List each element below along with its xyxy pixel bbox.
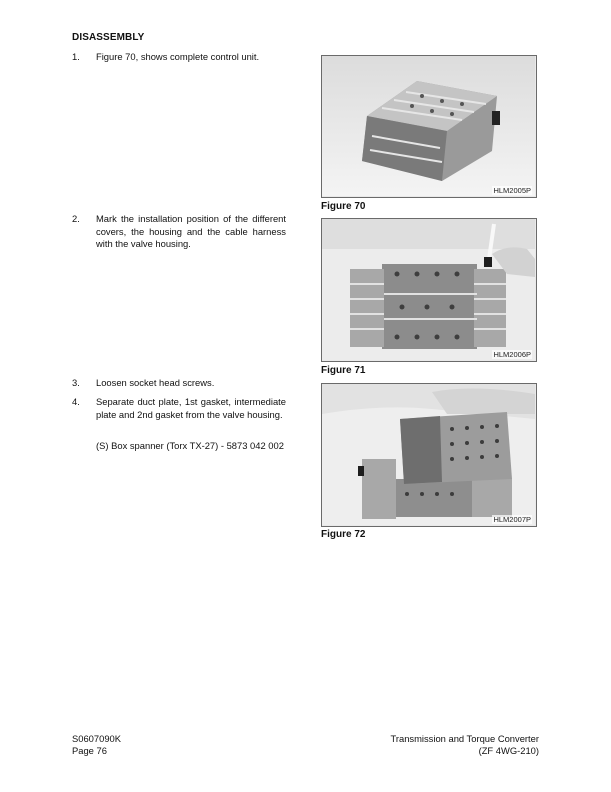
step-1: [72, 51, 286, 64]
step-text: Figure 70, shows complete control unit.: [96, 51, 260, 62]
figure-caption: Figure 72: [321, 529, 366, 540]
control-unit-photo-icon: [322, 56, 535, 196]
footer-right: [390, 733, 539, 757]
section-heading: DISASSEMBLY: [72, 32, 145, 43]
special-tool-note: [96, 440, 286, 453]
step-text: Separate duct plate, 1st gasket, intermediate plate and 2nd gasket from the valve housing.: [96, 396, 286, 420]
step-number: 1.: [72, 51, 80, 62]
step-text: Loosen socket head screws.: [96, 377, 215, 388]
figure-70-photo: [321, 55, 537, 198]
manual-subtitle: (ZF 4WG-210): [478, 744, 539, 756]
manual-title: Transmission and Torque Converter: [390, 733, 539, 744]
page-number: Page 76: [72, 744, 107, 756]
marking-position-photo-icon: [322, 219, 535, 360]
document-code: S0607090K: [72, 733, 122, 744]
figure-id: HLM2007P: [493, 515, 531, 524]
step-3: [72, 377, 286, 390]
step-number: 3.: [72, 377, 80, 388]
footer-left: [72, 733, 121, 757]
special-tool-text: (S) Box spanner (Torx TX-27) - 5873 042 002: [96, 440, 284, 451]
figure-71-photo: [321, 218, 537, 362]
figure-id: HLM2005P: [493, 186, 531, 195]
step-text: Mark the installation position of the different covers, the housing and the cable harness with the valve housing.: [96, 213, 286, 250]
step-number: 2.: [72, 213, 80, 224]
figure-id: HLM2006P: [493, 350, 531, 359]
figure-72-photo: [321, 383, 537, 527]
separating-plates-photo-icon: [322, 384, 535, 525]
figure-caption: Figure 71: [321, 365, 366, 376]
step-4: [72, 396, 286, 421]
step-number: 4.: [72, 396, 80, 407]
step-2: [72, 213, 286, 251]
figure-caption: Figure 70: [321, 201, 366, 212]
